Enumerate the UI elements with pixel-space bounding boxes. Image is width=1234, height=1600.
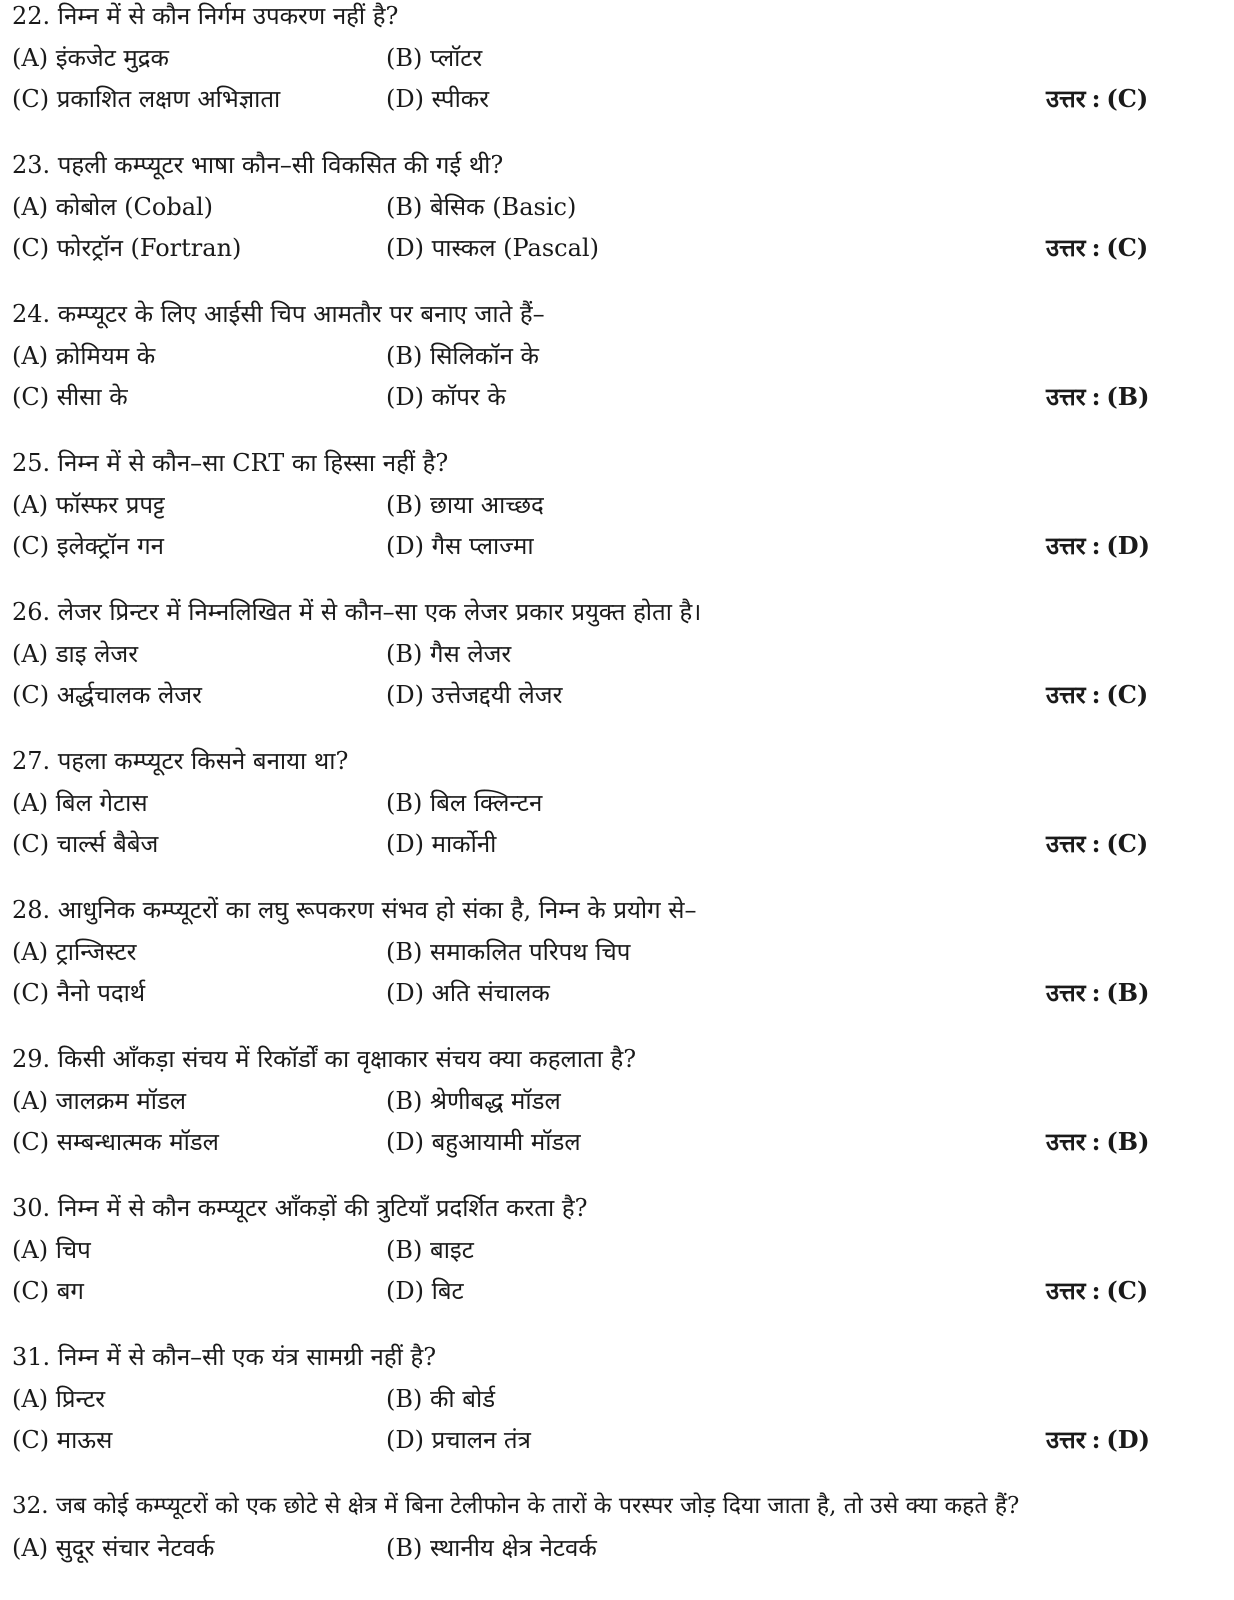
answer <box>1046 977 1149 1009</box>
answer <box>1046 1424 1150 1456</box>
question-block-30 <box>12 1192 1222 1322</box>
question-block-23 <box>12 149 1222 279</box>
answer-prefix: उत्तर <box>1046 978 1086 1007</box>
option-d: (D) स्पीकर <box>386 85 490 113</box>
question-block-26 <box>12 596 1222 726</box>
option-a: (A) डाइ लेजर <box>12 640 139 668</box>
answer-separator: : <box>1091 978 1101 1007</box>
answer-separator: : <box>1091 1127 1101 1156</box>
option-b: (B) बाइट <box>386 1236 474 1264</box>
option-c: (C) बग <box>12 1277 84 1305</box>
answer <box>1046 679 1148 711</box>
answer-prefix: उत्तर <box>1046 1425 1086 1454</box>
answer <box>1046 530 1150 562</box>
option-a: (A) क्रोमियम के <box>12 342 156 370</box>
question-text: 32. जब कोई कम्प्यूटरों को एक छोटे से क्षेत्र में बिना टेलीफोन के तारों के परस्पर जोड़ दिया जाता है, तो उसे क्या कहते हैं? <box>12 1493 1020 1519</box>
answer-value: (B) <box>1106 978 1150 1007</box>
question-text: 22. निम्न में से कौन निर्गम उपकरण नहीं है? <box>12 2 399 30</box>
answer-value: (C) <box>1106 84 1149 113</box>
option-a: (A) चिप <box>12 1236 91 1264</box>
answer-value: (C) <box>1106 1276 1149 1305</box>
option-b: (B) छाया आच्छद <box>386 491 544 519</box>
option-c: (C) सीसा के <box>12 383 128 411</box>
answer-prefix: उत्तर <box>1046 233 1086 262</box>
question-text: 25. निम्न में से कौन–सा CRT का हिस्सा नहीं है? <box>12 449 449 477</box>
answer-prefix: उत्तर <box>1046 531 1086 560</box>
option-c: (C) अर्द्धचालक लेजर <box>12 681 202 709</box>
option-c: (C) चार्ल्स बैबेज <box>12 830 159 858</box>
answer-prefix: उत्तर <box>1046 1127 1086 1156</box>
answer-value: (C) <box>1106 233 1149 262</box>
answer-value: (C) <box>1106 829 1149 858</box>
answer <box>1046 1126 1149 1158</box>
answer-prefix: उत्तर <box>1046 382 1086 411</box>
question-block-28 <box>12 894 1222 1024</box>
answer <box>1046 828 1148 860</box>
option-d: (D) बिट <box>386 1277 464 1305</box>
option-d: (D) पास्कल (Pascal) <box>386 234 599 262</box>
option-a: (A) कोबोल (Cobal) <box>12 193 214 221</box>
option-d: (D) बहुआयामी मॉडल <box>386 1128 581 1156</box>
question-text: 24. कम्प्यूटर के लिए आईसी चिप आमतौर पर बनाए जाते हैं– <box>12 300 545 328</box>
option-a: (A) फॉस्फर प्रपट्ट <box>12 491 165 519</box>
answer-prefix: उत्तर <box>1046 1276 1086 1305</box>
option-a: (A) बिल गेटास <box>12 789 148 817</box>
question-text: 28. आधुनिक कम्प्यूटरों का लघु रूपकरण संभव हो संका है, निम्न के प्रयोग से– <box>12 896 697 924</box>
option-d: (D) गैस प्लाज्मा <box>386 532 534 560</box>
question-text: 29. किसी आँकड़ा संचय में रिकॉर्डों का वृक्षाकार संचय क्या कहलाता है? <box>12 1045 637 1073</box>
option-b: (B) बेसिक (Basic) <box>386 193 577 221</box>
answer <box>1046 381 1149 413</box>
option-c: (C) सम्बन्धात्मक मॉडल <box>12 1128 219 1156</box>
option-a: (A) जालक्रम मॉडल <box>12 1087 187 1115</box>
answer <box>1046 83 1148 115</box>
answer-separator: : <box>1091 233 1101 262</box>
option-c: (C) फोरट्रॉन (Fortran) <box>12 234 242 262</box>
option-d: (D) कॉपर के <box>386 383 506 411</box>
option-c: (C) माऊस <box>12 1426 113 1454</box>
option-a: (A) इंकजेट मुद्रक <box>12 44 169 72</box>
question-block-29 <box>12 1043 1222 1173</box>
answer-separator: : <box>1091 531 1101 560</box>
answer-value: (D) <box>1106 531 1150 560</box>
question-text: 23. पहली कम्प्यूटर भाषा कौन–सी विकसित की गई थी? <box>12 151 504 179</box>
answer <box>1046 232 1148 264</box>
answer-separator: : <box>1091 829 1101 858</box>
question-block-31 <box>12 1341 1222 1471</box>
option-a: (A) ट्रान्जिस्टर <box>12 938 137 966</box>
question-text: 27. पहला कम्प्यूटर किसने बनाया था? <box>12 747 349 775</box>
option-d: (D) प्रचालन तंत्र <box>386 1426 531 1454</box>
answer-separator: : <box>1091 1276 1101 1305</box>
answer <box>1046 1275 1148 1307</box>
answer-value: (C) <box>1106 680 1149 709</box>
option-b: (B) स्थानीय क्षेत्र नेटवर्क <box>386 1534 597 1562</box>
option-b: (B) समाकलित परिपथ चिप <box>386 938 631 966</box>
option-b: (B) प्लॉटर <box>386 44 483 72</box>
option-a: (A) प्रिन्टर <box>12 1385 106 1413</box>
option-d: (D) अति संचालक <box>386 979 550 1007</box>
question-block-25 <box>12 447 1222 577</box>
answer-separator: : <box>1091 680 1101 709</box>
answer-value: (D) <box>1106 1425 1150 1454</box>
question-text: 30. निम्न में से कौन कम्प्यूटर आँकड़ों की त्रुटियाँ प्रदर्शित करता है? <box>12 1194 588 1222</box>
option-b: (B) श्रेणीबद्ध मॉडल <box>386 1087 561 1115</box>
answer-value: (B) <box>1106 1127 1150 1156</box>
question-text: 31. निम्न में से कौन–सी एक यंत्र सामग्री नहीं है? <box>12 1343 437 1371</box>
answer-value: (B) <box>1106 382 1150 411</box>
answer-prefix: उत्तर <box>1046 84 1086 113</box>
option-b: (B) की बोर्ड <box>386 1385 496 1413</box>
question-block-22 <box>12 0 1222 130</box>
answer-prefix: उत्तर <box>1046 829 1086 858</box>
question-block-24 <box>12 298 1222 428</box>
option-c: (C) प्रकाशित लक्षण अभिज्ञाता <box>12 85 281 113</box>
option-a: (A) सुदूर संचार नेटवर्क <box>12 1534 215 1562</box>
option-b: (B) सिलिकॉन के <box>386 342 539 370</box>
option-b: (B) गैस लेजर <box>386 640 512 668</box>
option-d: (D) मार्कोनी <box>386 830 497 858</box>
question-text: 26. लेजर प्रिन्टर में निम्नलिखित में से कौन–सा एक लेजर प्रकार प्रयुक्त होता है। <box>12 598 702 626</box>
question-block-32 <box>12 1490 1222 1600</box>
answer-separator: : <box>1091 84 1101 113</box>
answer-separator: : <box>1091 382 1101 411</box>
answer-separator: : <box>1091 1425 1101 1454</box>
option-c: (C) इलेक्ट्रॉन गन <box>12 532 164 560</box>
answer-prefix: उत्तर <box>1046 680 1086 709</box>
option-b: (B) बिल क्लिन्टन <box>386 789 543 817</box>
option-c: (C) नैनो पदार्थ <box>12 979 146 1007</box>
option-d: (D) उत्तेजद्दयी लेजर <box>386 681 563 709</box>
question-block-27 <box>12 745 1222 875</box>
